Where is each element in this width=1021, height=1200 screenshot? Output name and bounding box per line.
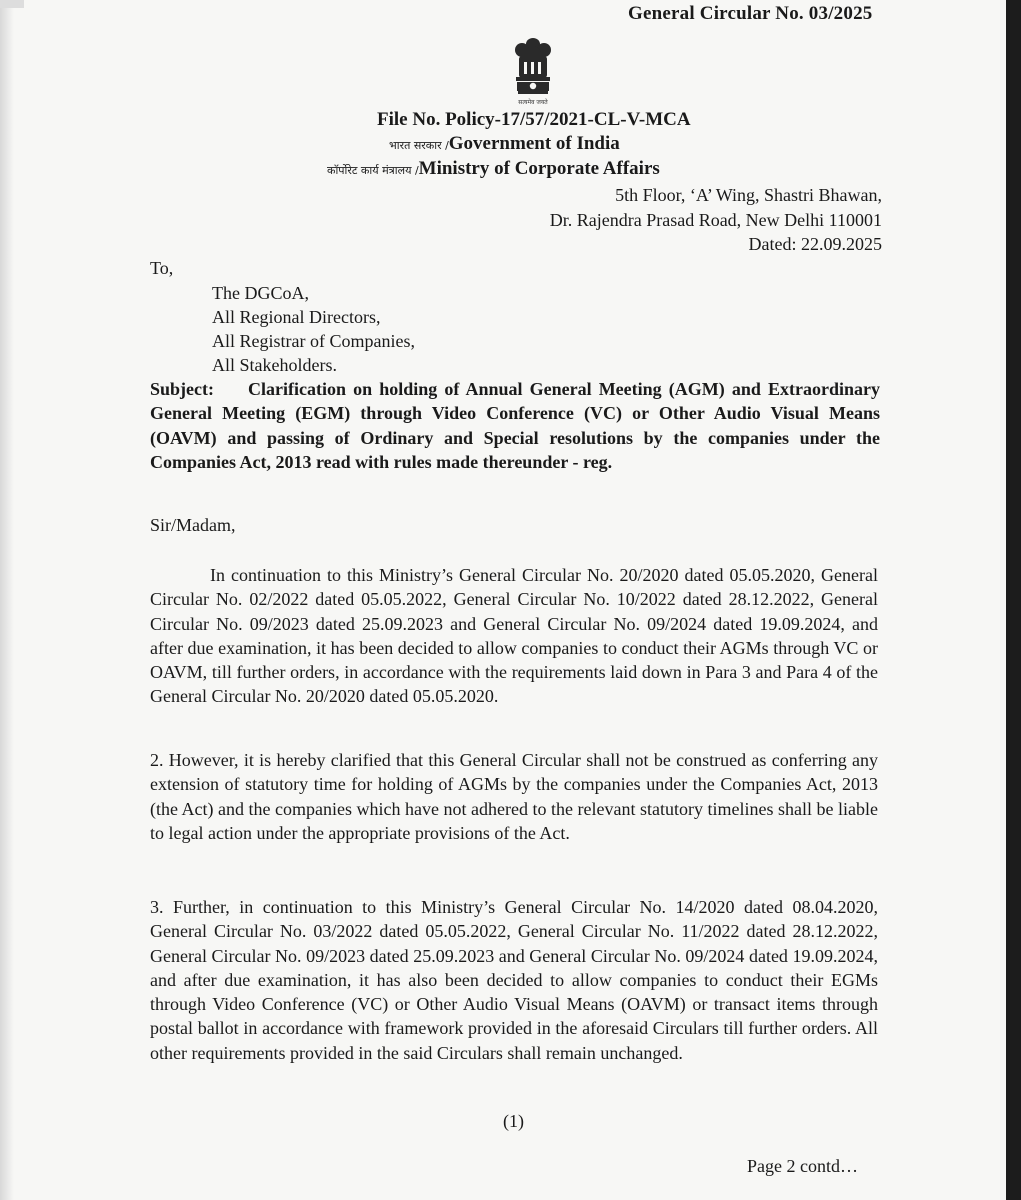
to-label: To, — [150, 258, 174, 278]
page-edge-shadow — [0, 0, 14, 1200]
subject-block — [150, 377, 880, 474]
paragraph-2: 2. However, it is hereby clarified that this General Circular shall not be construed as conferring any extension of statutory time for holding of AGMs by the companies under the Companies Act, 2013 (the Act) and the companies which have not adhered to the relevant statutory timelines shall be liable to legal action under the appropriate provisions of the Act. — [150, 750, 878, 843]
salutation: Sir/Madam, — [150, 515, 236, 535]
paragraph-3: 3. Further, in continuation to this Ministry’s General Circular No. 14/2020 dated 08.04.2020, General Circular No. 03/2022 dated 05.05.2022, General Circular No. 11/2022 dated 28.12.2022, General Circular No. 09/2023 dated 25.09.2023 and General Circular No. 09/2024 dated 19.09.2024, and after due examination, it has also been decided to allow companies to conduct their EGMs through Video Conference (VC) or Other Audio Visual Means (OAVM) or transact items through postal ballot in accordance with framework provided in the aforesaid Circulars till further orders. All other requirements provided in the said Circulars shall remain unchanged. — [150, 897, 878, 1063]
government-english: Government of India — [448, 133, 620, 154]
government-line — [389, 133, 620, 155]
page-corner-tab — [0, 0, 24, 8]
address-line-2: Dr. Rajendra Prasad Road, New Delhi 110001 — [549, 210, 882, 230]
address-line-1: 5th Floor, ‘A’ Wing, Shastri Bhawan, — [615, 185, 882, 205]
continued-note: Page 2 contd… — [747, 1156, 858, 1176]
subject-text: Clarification on holding of Annual General Meeting (AGM) and Extraordinary General Meeting (EGM) through Video Conference (VC) or Other Audio Visual Means (OAVM) and passing of Ordinary and Special resolutions by the companies under the Companies Act, 2013 read with rules made thereunder - reg. — [150, 379, 880, 472]
recipient: The DGCoA, — [212, 283, 309, 303]
recipient: All Stakeholders. — [212, 355, 337, 375]
emblem-caption: सत्यमेव जयते — [518, 99, 548, 106]
recipient: All Registrar of Companies, — [212, 331, 415, 351]
file-number: File No. Policy-17/57/2021-CL-V-MCA — [377, 109, 691, 130]
recipient: All Regional Directors, — [212, 307, 381, 327]
ministry-hindi: कॉर्पोरेट कार्य मंत्रालय / — [327, 164, 419, 177]
ministry-english: Ministry of Corporate Affairs — [418, 158, 660, 179]
page-number: (1) — [503, 1111, 524, 1131]
government-hindi: भारत सरकार / — [389, 139, 449, 152]
ministry-line — [327, 158, 660, 180]
circular-number: General Circular No. 03/2025 — [628, 3, 873, 24]
paragraph-1: In continuation to this Ministry’s General Circular No. 20/2020 dated 05.05.2020, General Circular No. 02/2022 dated 05.05.2022, General Circular No. 10/2022 dated 28.12.2022, General Circular No. 09/2023 dated 25.09.2023 and General Circular No. 09/2024 dated 19.09.2024, and after due examination, it has been decided to allow companies to conduct their AGMs through VC or OAVM, till further orders, in accordance with the requirements laid down in Para 3 and Para 4 of the General Circular No. 20/2020 dated 05.05.2020. — [150, 565, 878, 707]
subject-label: Subject: — [150, 379, 214, 399]
date-line: Dated: 22.09.2025 — [748, 234, 882, 254]
